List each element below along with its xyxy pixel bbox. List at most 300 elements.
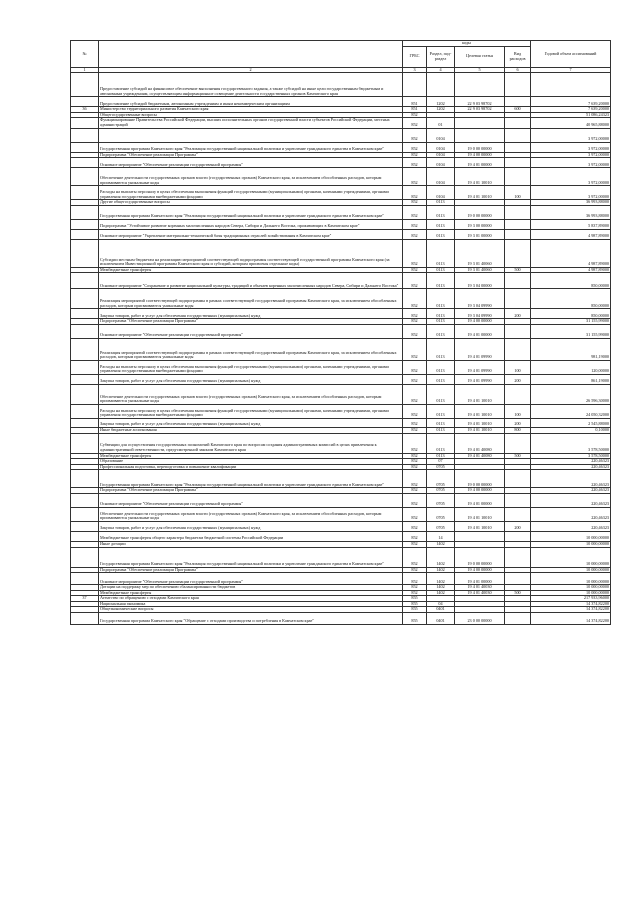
table-row — [71, 573, 611, 585]
row-name: Подпрограмма "Обеспечение реализации Программы" — [99, 488, 403, 494]
row-name: Общегосударственные вопросы — [99, 112, 403, 118]
row-razdel: 0104 — [427, 152, 455, 158]
row-vid — [505, 118, 531, 128]
row-amount: 14 374,82200 — [531, 613, 611, 625]
row-target: 19 4 01 09990 — [455, 338, 505, 360]
row-number — [71, 404, 99, 418]
header-name — [99, 41, 403, 68]
row-razdel: 0113 — [427, 374, 455, 384]
row-amount: 3 578,50000 — [531, 433, 611, 453]
row-grbs: 851 — [403, 107, 427, 113]
row-grbs: 852 — [403, 309, 427, 319]
row-amount: 4 987,89000 — [531, 229, 611, 239]
row-vid: 100 — [505, 404, 531, 418]
row-amount: 220,46323 — [531, 488, 611, 494]
row-grbs: 852 — [403, 567, 427, 573]
row-grbs: 852 — [403, 229, 427, 239]
row-target: 19 0 00 00000 — [455, 142, 505, 152]
row-vid — [505, 433, 531, 453]
row-vid — [505, 289, 531, 309]
row-grbs: 852 — [403, 384, 427, 404]
row-number — [71, 374, 99, 384]
row-razdel: 0113 — [427, 229, 455, 239]
row-name: Основное мероприятие "Сохранение и развитие национальной культуры, традиций и обычаев коренных малочисленных народов Севера, Сибири и Дальнего Востока" — [99, 273, 403, 289]
header-target: Целевая статья — [455, 46, 505, 67]
table-row — [71, 158, 611, 168]
header-razdel: Раздел, под-раздел — [427, 46, 455, 67]
table-row — [71, 273, 611, 289]
row-razdel: 0113 — [427, 319, 455, 325]
row-razdel: 0113 — [427, 338, 455, 360]
row-amount: 981,19000 — [531, 338, 611, 360]
row-number — [71, 118, 99, 128]
row-razdel: 0705 — [427, 521, 455, 531]
row-razdel: 1402 — [427, 573, 455, 585]
table-body — [71, 73, 611, 625]
row-grbs: 852 — [403, 273, 427, 289]
row-grbs: 852 — [403, 531, 427, 541]
row-target: 19 4 01 00000 — [455, 324, 505, 338]
row-razdel: 1402 — [427, 585, 455, 591]
row-amount: 5 837,89000 — [531, 219, 611, 229]
row-number — [71, 158, 99, 168]
row-name: Иные дотации — [99, 541, 403, 547]
row-vid: 200 — [505, 374, 531, 384]
row-grbs: 852 — [403, 239, 427, 267]
row-target: 19 0 00 00000 — [455, 470, 505, 488]
row-target: 19 4 01 40030 — [455, 585, 505, 591]
table-row — [71, 531, 611, 541]
row-target: 22 9 03 98702 — [455, 107, 505, 113]
row-razdel: 04 — [427, 601, 455, 607]
row-target: 19 3 01 00000 — [455, 229, 505, 239]
row-number — [71, 128, 99, 142]
row-razdel: 0705 — [427, 488, 455, 494]
row-grbs: 852 — [403, 200, 427, 206]
table-row — [71, 239, 611, 267]
row-name: Подпрограмма "Обеспечение реализации Программы" — [99, 567, 403, 573]
row-amount: 14 374,82200 — [531, 607, 611, 613]
row-amount: 850,00000 — [531, 309, 611, 319]
row-vid — [505, 168, 531, 186]
row-amount: 10 000,00000 — [531, 590, 611, 596]
row-number — [71, 384, 99, 404]
row-target: 19 4 01 40080 — [455, 453, 505, 459]
row-name: Агентство по обращению с отходами Камчатского края — [99, 596, 403, 602]
table-row — [71, 309, 611, 319]
row-target: 19 3 04 00000 — [455, 273, 505, 289]
row-grbs: 852 — [403, 427, 427, 433]
row-number: 37 — [71, 596, 99, 602]
row-name: Межбюджетные трансферты — [99, 590, 403, 596]
table-row — [71, 507, 611, 521]
row-grbs: 855 — [403, 613, 427, 625]
row-vid — [505, 205, 531, 219]
budget-table — [70, 40, 611, 625]
row-amount: 51 086,24323 — [531, 112, 611, 118]
row-razdel: 0104 — [427, 128, 455, 142]
row-amount: 4 987,89000 — [531, 267, 611, 273]
row-grbs: 852 — [403, 158, 427, 168]
row-grbs: 852 — [403, 324, 427, 338]
row-name: Обеспечение деятельности государственных органов власти (государственных органов) Камчатского края, за исключением обособленных расходов, которым присваиваются уникальные коды — [99, 168, 403, 186]
row-grbs: 852 — [403, 590, 427, 596]
table-row — [71, 118, 611, 128]
row-grbs: 852 — [403, 547, 427, 567]
row-amount: 3 972,00000 — [531, 168, 611, 186]
row-number — [71, 507, 99, 521]
row-name: Дотации на поддержку мер по обеспечению сбалансированности бюджетов — [99, 585, 403, 591]
row-grbs: 852 — [403, 418, 427, 427]
row-name: Расходы на выплаты персоналу в целях обеспечения выполнения функций государственными (муниципальными) органами, казенными учреждениями, органами управления государственными внебюджетными фондами — [99, 360, 403, 374]
row-name: Подпрограмма "Обеспечение реализации Программы" — [99, 319, 403, 325]
table-row — [71, 547, 611, 567]
row-name: Субсидии местным бюджетам на реализацию мероприятий соответствующей подпрограммы соответствующей государственной программы Камчатского края (за исключением Инвестиционной программы Камчатского края и субсидий, которым присвоены отдельные коды) — [99, 239, 403, 267]
row-number — [71, 338, 99, 360]
colnum-2: 2 — [99, 67, 403, 73]
row-number — [71, 239, 99, 267]
row-vid: 500 — [505, 590, 531, 596]
row-number — [71, 433, 99, 453]
row-number — [71, 273, 99, 289]
row-grbs: 852 — [403, 128, 427, 142]
row-amount: 220,46323 — [531, 507, 611, 521]
row-razdel: 14 — [427, 531, 455, 541]
row-name: Субвенции для осуществления государственных полномочий Камчатского края по вопросам создания административных комиссий в целях привлечения к административной ответственности, предусмотренной законом Камчатского края — [99, 433, 403, 453]
row-vid — [505, 531, 531, 541]
row-name: Функционирование Правительства Российской Федерации, высших исполнительных органов государственной власти субъектов Российской Федерации, местных администраций — [99, 118, 403, 128]
row-target — [455, 118, 505, 128]
row-razdel: 0401 — [427, 613, 455, 625]
row-vid — [505, 493, 531, 507]
row-amount: 36 993,88000 — [531, 205, 611, 219]
row-name: Реализация мероприятий соответствующей подпрограммы в рамках соответствующей государственной программы Камчатского края, за исключением обособленных расходов, которым присваиваются уникальные коды — [99, 289, 403, 309]
header-amount: Годовой объем ассигнований — [531, 41, 611, 68]
header-vid: Вид расходов — [505, 46, 531, 67]
row-amount: 3 972,00000 — [531, 128, 611, 142]
header-grbs: ГРБС — [403, 46, 427, 67]
row-amount: 220,46323 — [531, 470, 611, 488]
row-target: 19 4 01 09990 — [455, 360, 505, 374]
table-row — [71, 338, 611, 360]
row-number — [71, 521, 99, 531]
row-target: 19 0 00 00000 — [455, 547, 505, 567]
row-number — [71, 73, 99, 97]
row-grbs — [403, 73, 427, 97]
table-row — [71, 219, 611, 229]
table-row — [71, 229, 611, 239]
row-amount: 220,46323 — [531, 464, 611, 470]
colnum-6: 6 — [505, 67, 531, 73]
row-razdel: 1402 — [427, 541, 455, 547]
row-amount: 3 972,00000 — [531, 142, 611, 152]
row-amount: 10 000,00000 — [531, 541, 611, 547]
row-amount: 120,00000 — [531, 360, 611, 374]
table-row — [71, 73, 611, 97]
row-vid: 100 — [505, 360, 531, 374]
row-name: Обеспечение деятельности государственных органов власти (государственных органов) Камчатского края, за исключением обособленных расходов, которым присваиваются уникальные коды — [99, 384, 403, 404]
row-vid: 500 — [505, 267, 531, 273]
row-razdel: 0705 — [427, 507, 455, 521]
row-razdel: 1202 — [427, 97, 455, 107]
row-vid — [505, 229, 531, 239]
row-amount: 220,46323 — [531, 493, 611, 507]
row-grbs: 852 — [403, 267, 427, 273]
row-razdel: 0705 — [427, 493, 455, 507]
table-row — [71, 493, 611, 507]
row-razdel: 0113 — [427, 239, 455, 267]
row-name: Основное мероприятие "Укрепление материально-технической базы традиционных отраслей хозяйствования в Камчатском крае" — [99, 229, 403, 239]
row-razdel: 0113 — [427, 205, 455, 219]
row-number — [71, 97, 99, 107]
row-razdel: 0113 — [427, 309, 455, 319]
row-target: 19 4 01 09990 — [455, 374, 505, 384]
row-grbs: 851 — [403, 97, 427, 107]
row-grbs: 852 — [403, 374, 427, 384]
row-razdel: 0113 — [427, 404, 455, 418]
row-name: Закупка товаров, работ и услуг для обеспечения государственных (муниципальных) нужд — [99, 418, 403, 427]
row-name — [99, 128, 403, 142]
row-target: 19 4 00 00000 — [455, 152, 505, 158]
row-grbs: 852 — [403, 541, 427, 547]
row-vid — [505, 219, 531, 229]
row-name: Министерство территориального развития Камчатского края — [99, 107, 403, 113]
row-grbs: 852 — [403, 142, 427, 152]
row-razdel: 0104 — [427, 186, 455, 200]
row-number — [71, 186, 99, 200]
row-name: Основное мероприятие "Обеспечение реализации государственной программы" — [99, 573, 403, 585]
row-number — [71, 418, 99, 427]
row-vid — [505, 384, 531, 404]
row-razdel: 0113 — [427, 384, 455, 404]
row-amount: 10 000,00000 — [531, 567, 611, 573]
row-razdel: 0113 — [427, 453, 455, 459]
row-number — [71, 531, 99, 541]
row-amount — [531, 73, 611, 97]
row-target: 23 0 00 00000 — [455, 613, 505, 625]
row-grbs: 852 — [403, 219, 427, 229]
row-name: Общеэкономические вопросы — [99, 607, 403, 613]
row-vid: 500 — [505, 453, 531, 459]
table-row — [71, 324, 611, 338]
row-target: 19 4 01 00000 — [455, 493, 505, 507]
row-number — [71, 573, 99, 585]
row-razdel: 1402 — [427, 567, 455, 573]
row-amount: 10 000,00000 — [531, 531, 611, 541]
row-amount: 3 972,00000 — [531, 158, 611, 168]
row-name: Профессиональная подготовка, переподготовка и повышение квалификации — [99, 464, 403, 470]
table-row — [71, 433, 611, 453]
row-grbs: 852 — [403, 521, 427, 531]
table-row — [71, 418, 611, 427]
row-grbs: 852 — [403, 573, 427, 585]
row-razdel: 0113 — [427, 360, 455, 374]
row-target — [455, 73, 505, 97]
row-name: Реализация мероприятий соответствующей подпрограммы в рамках соответствующей государственной программы Камчатского края, за исключением обособленных расходов, которым присваиваются уникальные коды — [99, 338, 403, 360]
table-row — [71, 168, 611, 186]
row-vid: 200 — [505, 309, 531, 319]
row-amount: 220,46323 — [531, 459, 611, 465]
row-vid — [505, 338, 531, 360]
row-name: Подпрограмма "Обеспечение реализации Программы" — [99, 152, 403, 158]
row-grbs: 852 — [403, 493, 427, 507]
row-amount: 10 000,00000 — [531, 585, 611, 591]
row-amount: 850,00000 — [531, 289, 611, 309]
row-amount: 0,10000 — [531, 427, 611, 433]
row-number — [71, 470, 99, 488]
row-grbs: 852 — [403, 507, 427, 521]
row-name: Иные бюджетные ассигнования — [99, 427, 403, 433]
row-name: Основное мероприятие "Обеспечение реализации государственной программы" — [99, 324, 403, 338]
row-grbs: 852 — [403, 186, 427, 200]
row-name: Расходы на выплаты персоналу в целях обеспечения выполнения функций государственными (муниципальными) органами, казенными учреждениями, органами управления государственными внебюджетными фондами — [99, 186, 403, 200]
row-target: 19 4 01 00000 — [455, 573, 505, 585]
row-grbs: 852 — [403, 289, 427, 309]
row-number — [71, 229, 99, 239]
row-amount: 31 155,99000 — [531, 319, 611, 325]
row-amount: 3 972,00000 — [531, 186, 611, 200]
row-vid — [505, 324, 531, 338]
row-razdel: 0113 — [427, 433, 455, 453]
row-name: Межбюджетные трансферты — [99, 267, 403, 273]
row-vid — [505, 547, 531, 567]
row-amount: 220,46323 — [531, 521, 611, 531]
row-grbs: 852 — [403, 118, 427, 128]
row-razdel: 1402 — [427, 590, 455, 596]
row-number — [71, 289, 99, 309]
row-grbs: 852 — [403, 470, 427, 488]
row-razdel — [427, 73, 455, 97]
row-name: Государственная программа Камчатского края "Реализация государственной национальной политики и укрепление гражданского единства в Камчатском крае" — [99, 470, 403, 488]
row-name: Предоставление субсидий бюджетным, автономным учреждениям и иным некоммерческим организациям — [99, 97, 403, 107]
row-number — [71, 613, 99, 625]
row-razdel: 0113 — [427, 289, 455, 309]
row-target: 19 4 01 10010 — [455, 168, 505, 186]
row-number — [71, 547, 99, 567]
row-vid — [505, 73, 531, 97]
row-name: Закупка товаров, работ и услуг для обеспечения государственных (муниципальных) нужд — [99, 521, 403, 531]
row-name: Государственная программа Камчатского края "Реализация государственной национальной политики и укрепление гражданского единства в Камчатском крае" — [99, 142, 403, 152]
row-number: 36 — [71, 107, 99, 113]
row-amount: 2 545,88000 — [531, 418, 611, 427]
colnum-4: 4 — [427, 67, 455, 73]
row-amount: 10 000,00000 — [531, 573, 611, 585]
budget-table-page — [70, 40, 610, 625]
row-amount: 36 993,88000 — [531, 200, 611, 206]
row-grbs: 852 — [403, 585, 427, 591]
row-razdel: 0104 — [427, 168, 455, 186]
row-target: 19 4 01 00000 — [455, 158, 505, 168]
row-name: Государственная программа Камчатского края "Реализация государственной национальной политики и укрепление гражданского единства в Камчатском крае" — [99, 547, 403, 567]
row-name: Закупка товаров, работ и услуг для обеспечения государственных (муниципальных) нужд — [99, 374, 403, 384]
row-grbs: 852 — [403, 205, 427, 219]
row-razdel: 0104 — [427, 158, 455, 168]
row-vid: 800 — [505, 427, 531, 433]
row-target: 19 4 01 40030 — [455, 590, 505, 596]
table-row — [71, 384, 611, 404]
row-razdel: 0113 — [427, 200, 455, 206]
table-row — [71, 97, 611, 107]
row-number — [71, 324, 99, 338]
row-vid: 200 — [505, 521, 531, 531]
row-target: 22 9 03 98702 — [455, 97, 505, 107]
row-grbs: 852 — [403, 459, 427, 465]
row-razdel: 0113 — [427, 219, 455, 229]
row-amount: 14 374,82200 — [531, 601, 611, 607]
row-razdel: 0113 — [427, 427, 455, 433]
row-grbs: 852 — [403, 112, 427, 118]
row-name: Другие общегосударственные вопросы — [99, 200, 403, 206]
row-amount: 24 050,32000 — [531, 404, 611, 418]
row-number — [71, 309, 99, 319]
row-target: 19 4 01 10010 — [455, 521, 505, 531]
row-razdel: 0113 — [427, 267, 455, 273]
row-target: 19 4 01 10010 — [455, 186, 505, 200]
row-vid: 200 — [505, 418, 531, 427]
row-vid: 100 — [505, 186, 531, 200]
row-vid — [505, 470, 531, 488]
row-grbs: 852 — [403, 453, 427, 459]
row-name: Межбюджетные трансферты общего характера бюджетам бюджетной системы Российской Федерации — [99, 531, 403, 541]
table-row — [71, 360, 611, 374]
row-target — [455, 128, 505, 142]
row-vid — [505, 507, 531, 521]
row-amount: 40 965,88000 — [531, 118, 611, 128]
row-vid: 600 — [505, 107, 531, 113]
row-target: 19 4 01 10010 — [455, 507, 505, 521]
row-target: 19 3 04 09990 — [455, 289, 505, 309]
row-target: 19 4 01 10010 — [455, 418, 505, 427]
row-name: Основное мероприятие "Обеспечение реализации государственной программы" — [99, 493, 403, 507]
row-vid — [505, 613, 531, 625]
row-razdel: 01 — [427, 118, 455, 128]
row-target: 19 4 00 00000 — [455, 319, 505, 325]
row-amount: 7 639,20000 — [531, 97, 611, 107]
row-number — [71, 493, 99, 507]
row-grbs: 852 — [403, 404, 427, 418]
row-number — [71, 219, 99, 229]
row-amount: 850,00000 — [531, 273, 611, 289]
row-grbs: 855 — [403, 596, 427, 602]
row-grbs: 852 — [403, 360, 427, 374]
row-razdel: 0113 — [427, 324, 455, 338]
row-name: Предоставление субсидий на финансовое обеспечение выполнения государственного задания, а также субсидий на иные цели государственным бюджетным и автономным учреждениям, осуществляющим информационное освещение деятельности государственных органов Камчатского края — [99, 73, 403, 97]
row-target: 19 4 00 00000 — [455, 567, 505, 573]
colnum-5: 5 — [455, 67, 505, 73]
row-amount: 3 972,00000 — [531, 152, 611, 158]
row-target: 19 4 01 10010 — [455, 427, 505, 433]
row-vid — [505, 273, 531, 289]
row-name: Образование — [99, 459, 403, 465]
row-name: Государственная программа Камчатского края "Реализация государственной национальной политики и укрепление гражданского единства в Камчатском крае" — [99, 205, 403, 219]
colnum-7: 7 — [531, 67, 611, 73]
table-row — [71, 205, 611, 219]
row-target: 19 3 01 40060 — [455, 239, 505, 267]
row-razdel: 0113 — [427, 273, 455, 289]
row-grbs: 855 — [403, 607, 427, 613]
row-target — [455, 531, 505, 541]
row-name: Межбюджетные трансферты — [99, 453, 403, 459]
row-amount: 31 155,99000 — [531, 324, 611, 338]
row-amount: 861,19000 — [531, 374, 611, 384]
table-row — [71, 289, 611, 309]
table-row — [71, 404, 611, 418]
row-target: 19 3 00 00000 — [455, 219, 505, 229]
row-razdel: 0401 — [427, 607, 455, 613]
row-razdel: 07 — [427, 459, 455, 465]
row-number — [71, 360, 99, 374]
table-row — [71, 186, 611, 200]
